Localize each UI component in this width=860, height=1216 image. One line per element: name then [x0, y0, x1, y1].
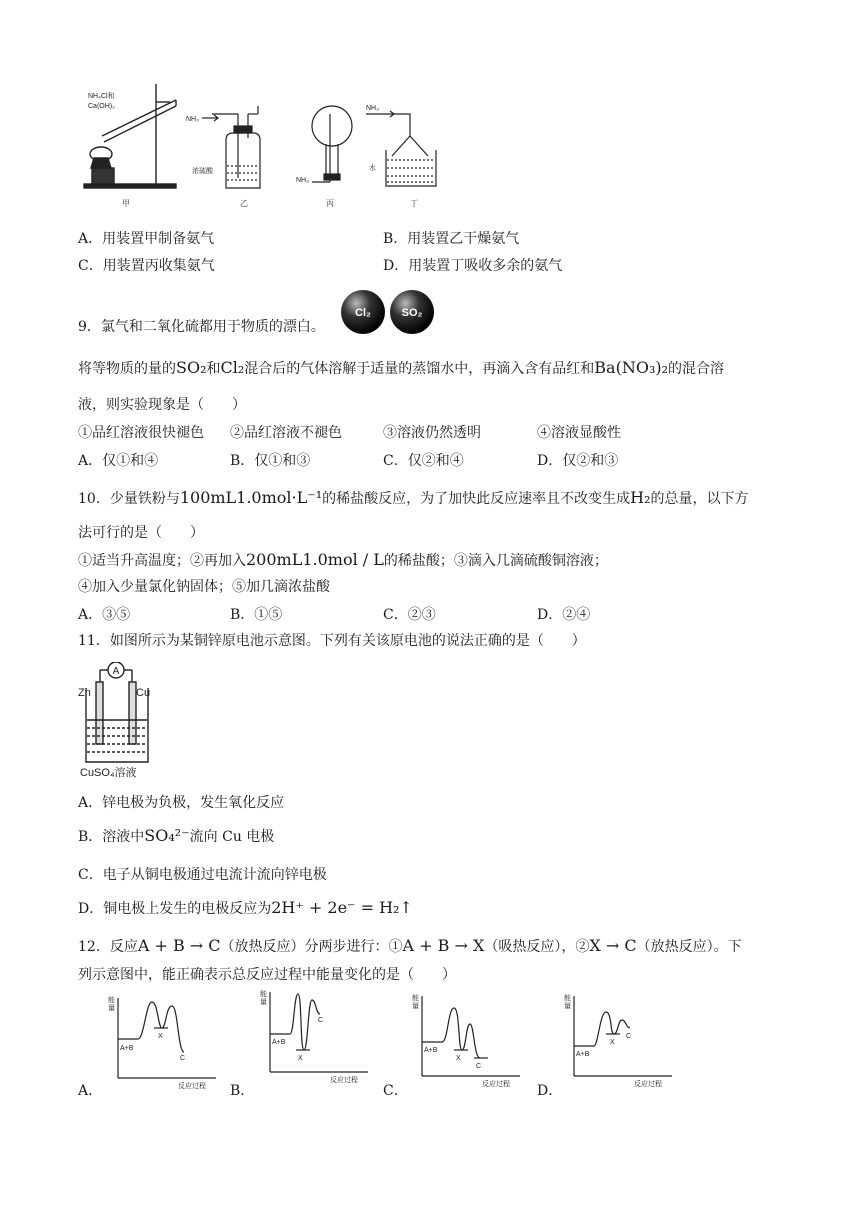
q9-option-d: D．仅②和③	[537, 453, 619, 469]
graph-a-xlabel: 反应过程	[178, 1083, 206, 1090]
q9-option-c: C．仅②和④	[383, 453, 464, 469]
q10-conc-1: 100mL1.0mol·L⁻¹	[179, 488, 323, 507]
q10-line4: ④加入少量氯化钠固体；⑤加几滴浓盐酸	[78, 579, 330, 595]
energy-graph-d	[560, 990, 680, 1090]
graph-b-ylabel-2: 量	[260, 999, 267, 1006]
q10-option-c: C．②③	[383, 607, 436, 623]
energy-graph-c	[408, 990, 528, 1090]
q11-d-text: D．铜电极上发生的电极反应为	[78, 901, 272, 917]
graph-c-c: C	[476, 1063, 482, 1070]
graph-d-ylabel-2: 量	[564, 1003, 571, 1010]
so2-formula: SO₂	[176, 358, 207, 377]
caption-jia: 甲	[122, 199, 130, 208]
q12-text-d: （放热反应）。下	[636, 939, 742, 955]
q9-text-a: 将等物质的量的	[78, 361, 176, 377]
graph-c-xlabel: 反应过程	[482, 1081, 510, 1088]
cu-label: Cu	[136, 687, 151, 699]
graph-c-ylabel-2: 量	[412, 1003, 419, 1010]
q10-conc-2: 200mL1.0mol / L	[246, 550, 384, 569]
q10-line2: 法可行的是（ ）	[78, 525, 204, 541]
ammeter-label: A	[112, 666, 120, 677]
graph-d-ylabel-1: 能	[564, 995, 571, 1002]
q9-text-and: 和	[206, 361, 221, 377]
graph-d-xlabel: 反应过程	[634, 1081, 662, 1088]
q8-option-d: D．用装置丁吸收多余的氨气	[383, 258, 563, 274]
apparatus-ding	[366, 111, 436, 186]
energy-graph-a	[104, 992, 224, 1092]
q9-text-b: 混合后的气体溶解于适量的蒸馏水中，再滴入含有品红和	[244, 361, 595, 377]
graph-a-c: C	[180, 1055, 186, 1062]
q12-text-c: （吸热反应），②	[484, 939, 590, 955]
q9-phen-1: ①品红溶液很快褪色	[78, 425, 204, 441]
q10-text-a: 10．少量铁粉与	[78, 491, 180, 507]
q9-option-a: A．仅①和④	[78, 453, 159, 469]
graph-a-ylabel-1: 能	[108, 997, 115, 1004]
caption-bing: 丙	[326, 199, 334, 208]
q9-line2	[78, 358, 724, 378]
graph-c-x: X	[456, 1055, 461, 1062]
q9-line3: 液，则实验现象是（ ）	[78, 397, 246, 413]
q9-phen-3: ③溶液仍然透明	[383, 425, 481, 441]
graph-b-c: C	[318, 1017, 324, 1024]
q9-phen-2: ②品红溶液不褪色	[230, 425, 342, 441]
reagent-label-1: NH₄Cl和	[88, 93, 115, 100]
q12-line1	[78, 936, 742, 956]
q11-option-d	[78, 898, 413, 918]
q9-text-c: 的混合溶	[668, 361, 725, 377]
energy-graph-b	[256, 986, 376, 1086]
q12-option-b: B．	[230, 1083, 255, 1099]
q11-option-a: A．锌电极为负极，发生氧化反应	[78, 795, 285, 811]
galvanic-cell-figure	[78, 662, 178, 780]
graph-b-xlabel: 反应过程	[330, 1077, 358, 1084]
q10-l3-text-b: 的稀盐酸；③滴入几滴硫酸铜溶液；	[383, 553, 608, 569]
cl2-ball-label: Cl₂	[355, 307, 371, 319]
apparatus-bing	[312, 106, 352, 182]
q11-b-text-b: 流向 Cu 电极	[189, 829, 275, 845]
q12-text-b: （放热反应）分两步进行：①	[220, 939, 403, 955]
q9-phen-4: ④溶液显酸性	[537, 425, 621, 441]
sulfate-ion: SO₄²⁻	[144, 826, 190, 845]
apparatus-yi	[202, 106, 260, 188]
water-label: 水	[369, 165, 376, 172]
graph-d-c: C	[626, 1033, 632, 1040]
ba-formula: Ba(NO₃)₂	[594, 358, 669, 377]
q10-option-b: B．①⑤	[230, 607, 283, 623]
graph-a-ylabel-2: 量	[108, 1005, 115, 1012]
graph-a-ab: A+B	[120, 1045, 134, 1052]
caption-yi: 乙	[240, 199, 248, 208]
graph-c-ylabel-1: 能	[412, 995, 419, 1002]
overall-equation: A + B → C	[137, 936, 221, 955]
h2-equation: 2H⁺ + 2e⁻ = H₂↑	[271, 898, 413, 917]
graph-d-ab: A+B	[576, 1051, 590, 1058]
so2-ball-label: SO₂	[401, 307, 423, 319]
graph-d-x: X	[610, 1039, 615, 1046]
q11-b-text-a: B．溶液中	[78, 829, 145, 845]
nh3-inlet-label-yi: NH₃	[186, 116, 199, 123]
graph-b-ab: A+B	[272, 1039, 286, 1046]
graph-a-x: X	[158, 1033, 163, 1040]
graph-c-ab: A+B	[424, 1047, 438, 1054]
q9-option-b: B．仅①和③	[230, 453, 311, 469]
q12-text-a: 12．反应	[78, 939, 138, 955]
nh3-inlet-label-ding: NH₃	[366, 105, 379, 112]
apparatus-figure	[80, 78, 440, 212]
q12-option-c: C．	[383, 1083, 408, 1099]
nh3-inlet-label-bing: NH₃	[296, 177, 309, 184]
gas-balls	[338, 287, 438, 337]
cl2-formula: Cl₂	[220, 358, 245, 377]
h2-formula: H₂	[630, 488, 651, 507]
q10-line3	[78, 550, 608, 570]
reagent-label-2: Ca(OH)₂	[88, 103, 115, 110]
q12-option-d: D．	[537, 1083, 563, 1099]
q10-option-d: D．②④	[537, 607, 591, 623]
cuso4-label: CuSO₄溶液	[80, 767, 137, 779]
q12-option-a: A．	[78, 1083, 103, 1099]
q11-option-b	[78, 826, 274, 846]
step2-equation: X → C	[589, 936, 637, 955]
q10-text-c: 的总量，以下方	[650, 491, 749, 507]
q8-option-c: C．用装置丙收集氨气	[78, 258, 215, 274]
step1-equation: A + B → X	[402, 936, 485, 955]
graph-b-x: X	[298, 1055, 303, 1062]
caption-ding: 丁	[410, 199, 418, 208]
q12-line2: 列示意图中，能正确表示总反应过程中能量变化的是（ ）	[78, 967, 456, 983]
q11-option-c: C．电子从铜电极通过电流计流向锌电极	[78, 867, 327, 883]
q11-stem: 11．如图所示为某铜锌原电池示意图。下列有关该原电池的说法正确的是（ ）	[78, 633, 586, 649]
q8-option-b: B．用装置乙干燥氨气	[383, 231, 520, 247]
q10-l3-text-a: ①适当升高温度；②再加入	[78, 553, 246, 569]
acid-label: 浓硫酸	[192, 168, 213, 175]
q10-text-b: 的稀盐酸反应，为了加快此反应速率且不改变生成	[322, 491, 631, 507]
q10-option-a: A．③⑤	[78, 607, 131, 623]
q8-option-a: A．用装置甲制备氨气	[78, 231, 215, 247]
q10-line1	[78, 488, 748, 508]
zn-label: Zn	[78, 687, 91, 699]
graph-b-ylabel-1: 能	[260, 991, 267, 998]
q9-stem: 9．氯气和二氧化硫都用于物质的漂白。	[78, 319, 325, 335]
